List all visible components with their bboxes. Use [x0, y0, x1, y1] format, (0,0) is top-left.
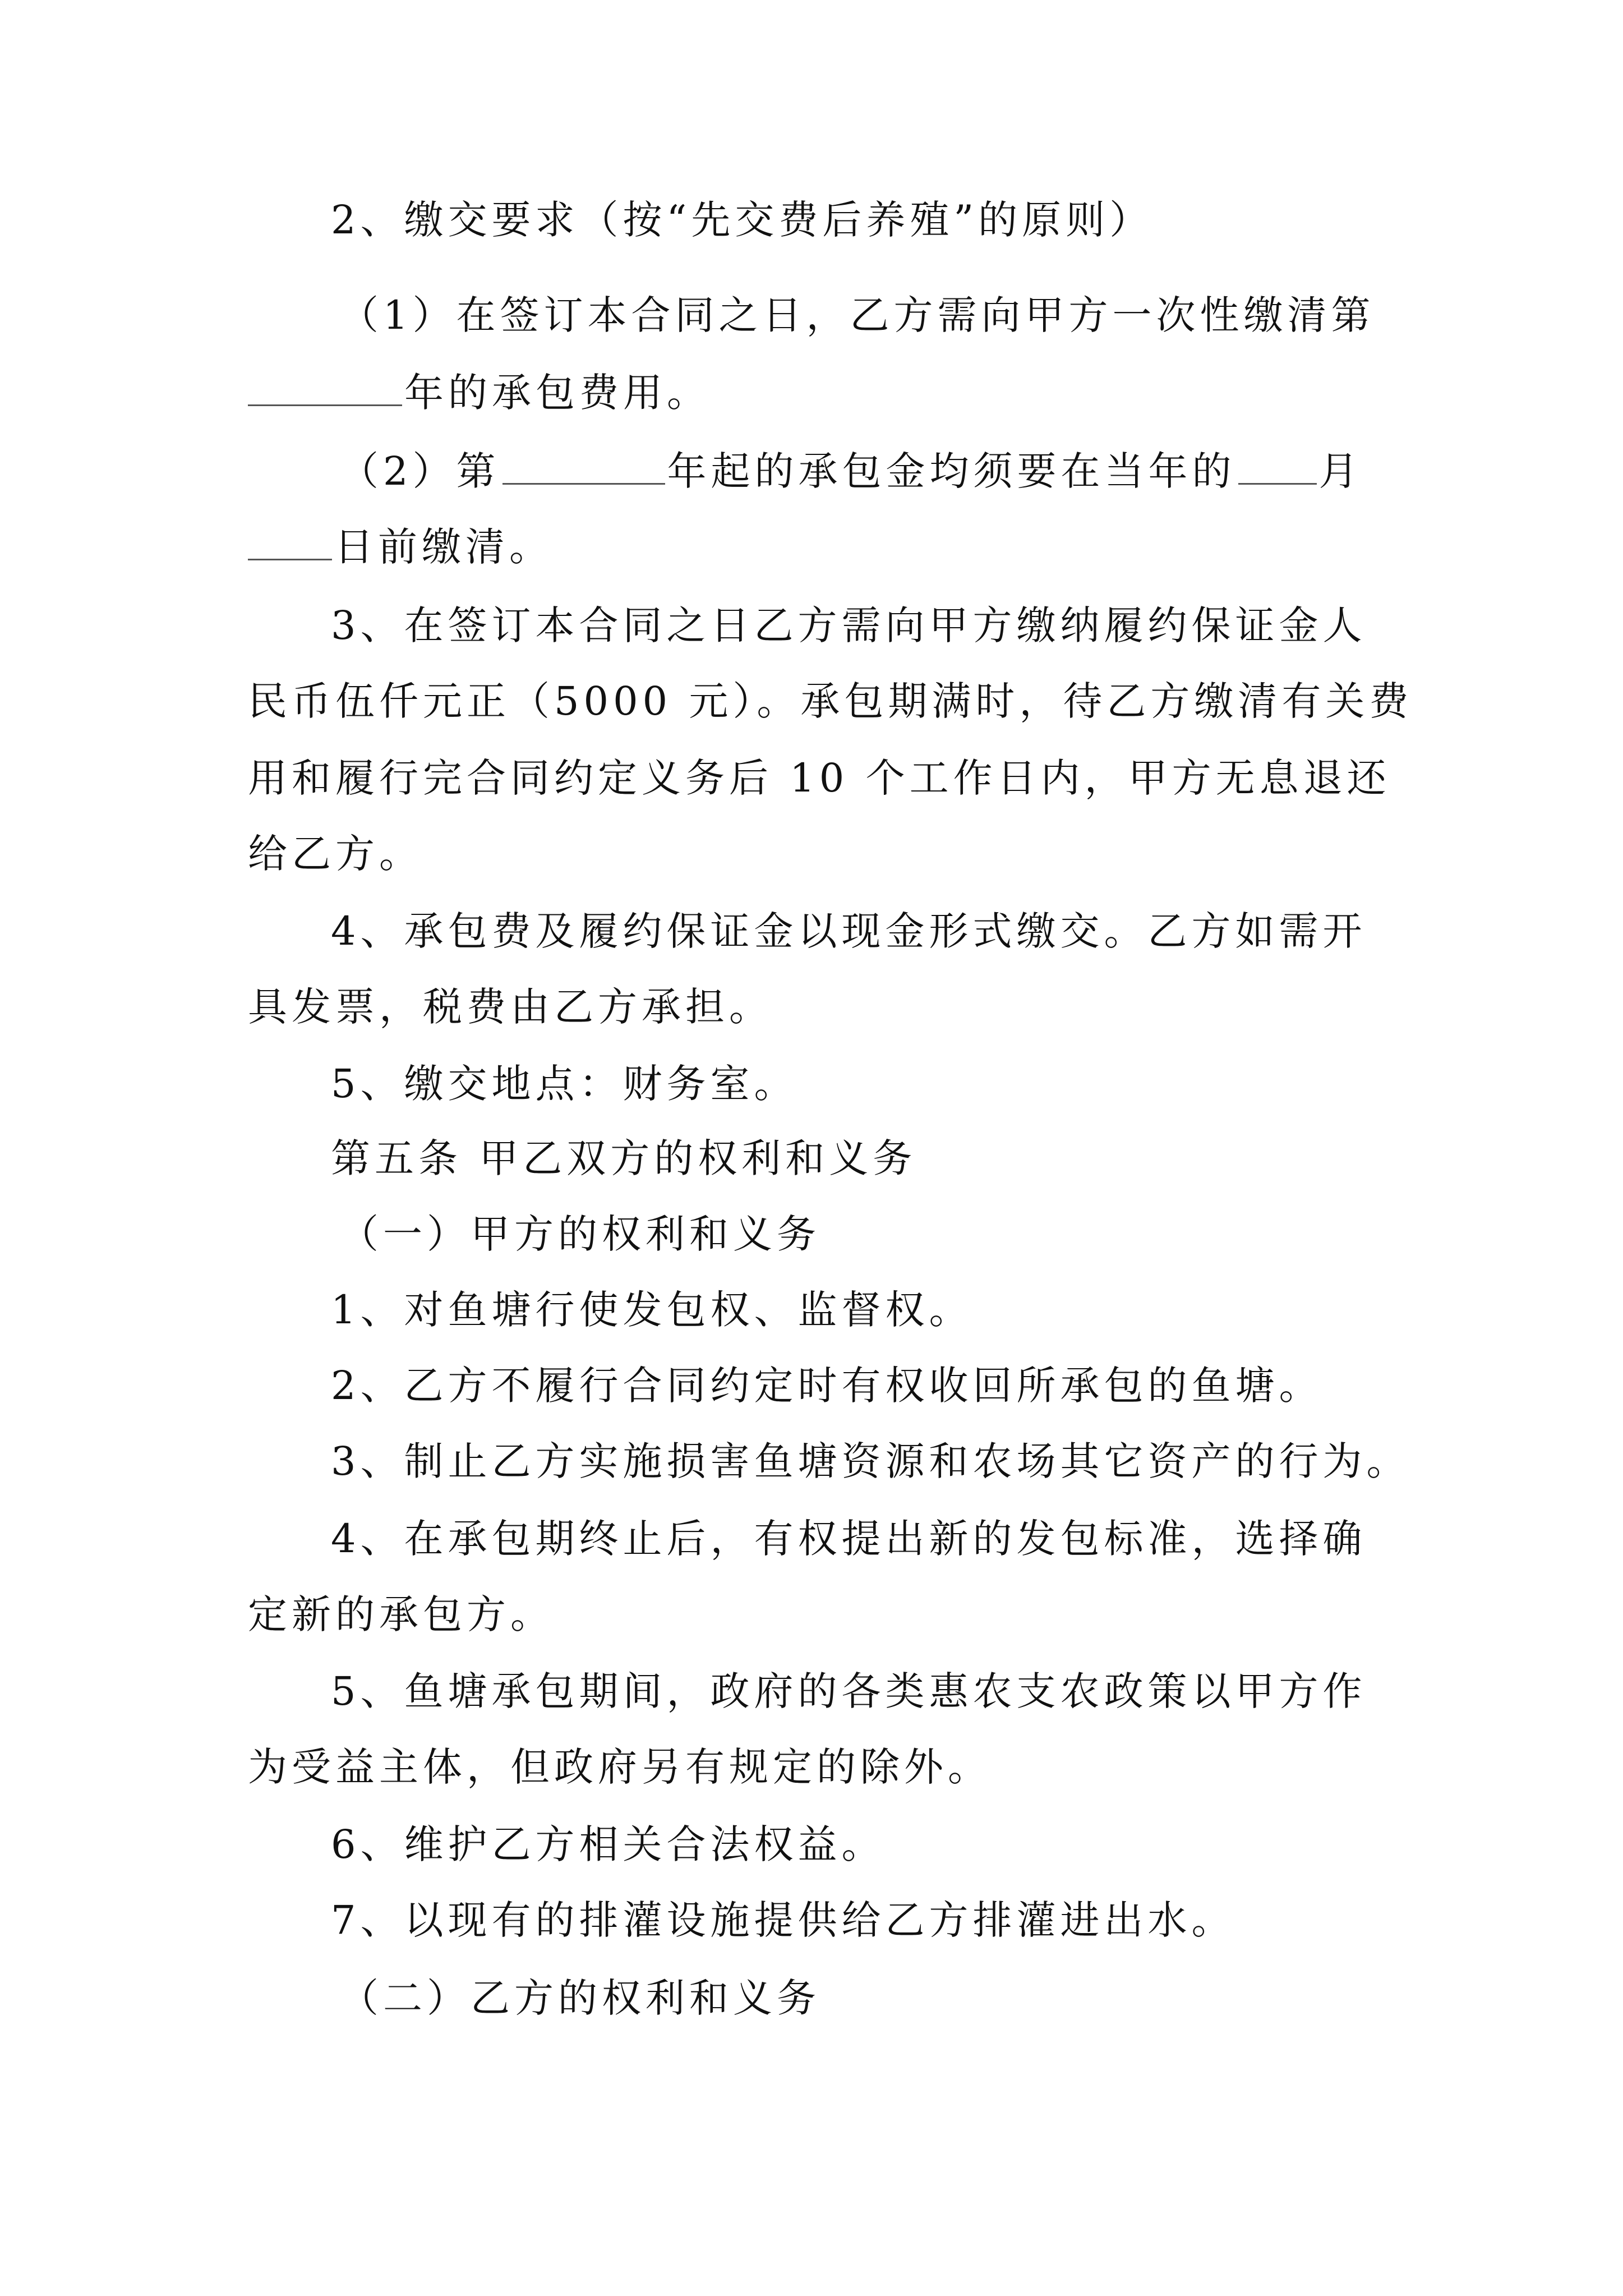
- party-a-item-7: [0, 1892, 1623, 1948]
- text-line: 为受益主体，但政府另有规定的除外。: [248, 1744, 992, 1790]
- payment-clause-2: [0, 443, 1623, 499]
- text-line: 5、缴交地点：财务室。: [331, 1061, 798, 1107]
- text-line: 月: [1318, 448, 1363, 494]
- payment-location-clause: [0, 1056, 1623, 1112]
- party-a-item-4: [0, 1511, 1623, 1567]
- text-line: 给乙方。: [248, 831, 423, 877]
- text-line: 日前缴清。: [334, 524, 553, 570]
- text-line: 第五条 甲乙双方的权利和义务: [331, 1135, 917, 1181]
- text-line: 6、维护乙方相关合法权益。: [331, 1821, 886, 1867]
- payment-clause-1-continued: [0, 365, 1623, 421]
- text-line: （一）甲方的权利和义务: [339, 1211, 820, 1257]
- payment-clause-2-continued: [0, 519, 1623, 575]
- text-line: 2、缴交要求（按“先交费后养殖”的原则）: [331, 197, 1154, 243]
- blank-field-year: [248, 370, 402, 406]
- text-line: 4、在承包期终止后，有权提出新的发包标准，选择确: [331, 1516, 1367, 1562]
- text-line: 2、乙方不履行合同约定时有权收回所承包的鱼塘。: [331, 1363, 1323, 1409]
- cash-payment-clause: [0, 903, 1623, 959]
- text-line: 3、制止乙方实施损害鱼塘资源和农场其它资产的行为。: [331, 1438, 1410, 1484]
- party-a-item-5: [0, 1663, 1623, 1719]
- payment-clause-1: [0, 287, 1623, 343]
- article-five-heading: [0, 1130, 1623, 1186]
- text-line: 5、鱼塘承包期间，政府的各类惠农支农政策以甲方作: [331, 1668, 1367, 1714]
- text-line: 用和履行完合同约定义务后 10 个工作日内，甲方无息退还: [248, 755, 1391, 801]
- party-a-item-4-continued: [0, 1586, 1623, 1642]
- deposit-clause: [0, 597, 1623, 654]
- party-a-item-5-continued: [0, 1739, 1623, 1795]
- text-line: 4、承包费及履约保证金以现金形式缴交。乙方如需开: [331, 908, 1367, 954]
- text-line: 具发票，税费由乙方承担。: [248, 984, 773, 1030]
- deposit-clause-line-2: [0, 673, 1623, 729]
- text-line: （2）第: [339, 448, 500, 494]
- text-line: 1、对鱼塘行使发包权、监督权。: [331, 1287, 973, 1333]
- deposit-clause-line-4: [0, 826, 1623, 882]
- blank-field-month: [1238, 448, 1317, 485]
- text-line: 定新的承包方。: [248, 1591, 554, 1637]
- text-line: 3、在签订本合同之日乙方需向甲方缴纳履约保证金人: [331, 602, 1367, 648]
- party-a-item-2: [0, 1358, 1623, 1414]
- payment-requirement-heading: [0, 192, 1623, 248]
- party-a-section-heading: [0, 1206, 1623, 1262]
- text-line: （1）在签订本合同之日，乙方需向甲方一次性缴清第: [339, 292, 1375, 338]
- text-line: （二）乙方的权利和义务: [339, 1975, 820, 2021]
- party-a-item-1: [0, 1282, 1623, 1338]
- text-line: 7、以现有的排灌设施提供给乙方排灌进出水。: [331, 1897, 1235, 1943]
- party-a-item-6: [0, 1816, 1623, 1872]
- party-b-section-heading: [0, 1970, 1623, 2026]
- blank-field-day: [248, 524, 332, 560]
- deposit-clause-line-3: [0, 750, 1623, 806]
- text-line: 年起的承包金均须要在当年的: [667, 448, 1236, 494]
- text-line: 民币伍仟元正（5000 元）。承包期满时，待乙方缴清有关费: [248, 678, 1413, 724]
- cash-payment-clause-line-2: [0, 979, 1623, 1035]
- text-line: 年的承包费用。: [404, 370, 711, 416]
- blank-field-year: [502, 448, 665, 485]
- party-a-item-3: [0, 1433, 1623, 1489]
